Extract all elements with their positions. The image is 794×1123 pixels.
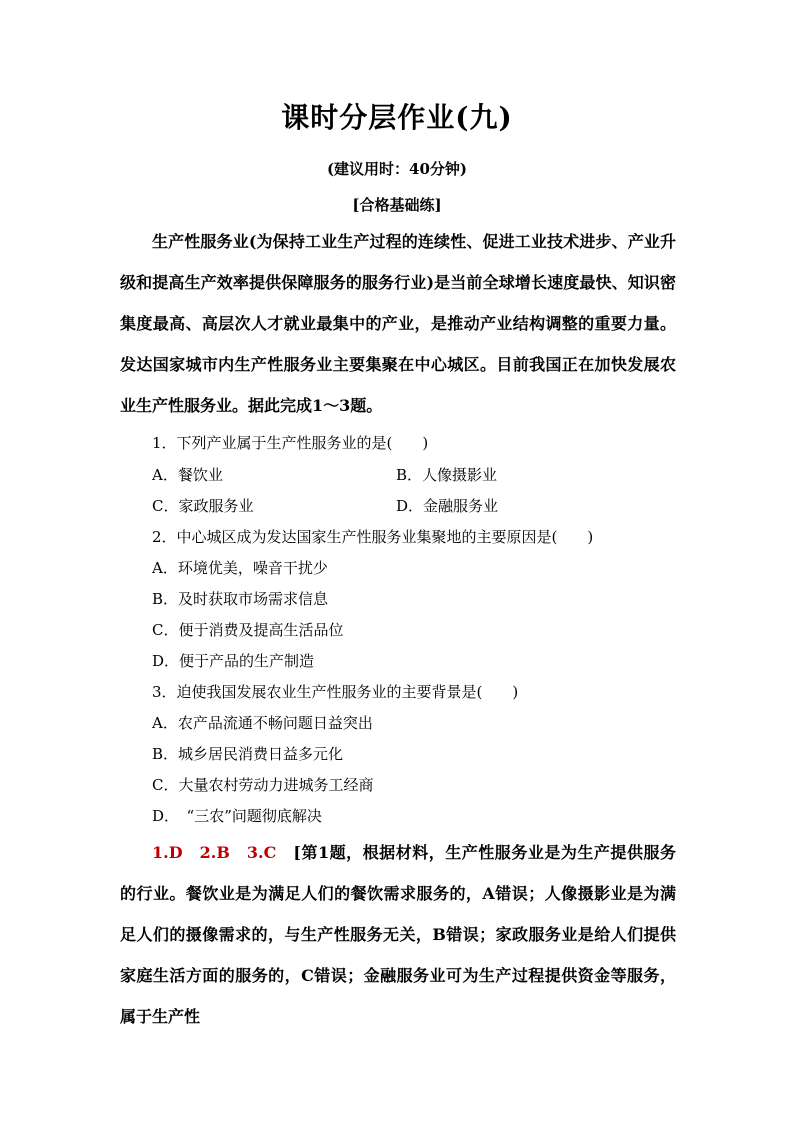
question-2-option-a: A．环境优美，噪音干扰少 <box>152 559 328 577</box>
intro-paragraph: 生产性服务业(为保持工业生产过程的连续性、促进工业技术进步、产业升级和提高生产效率提供保障服务的服务行业)是当前全球增长速度最快、知识密集度最高、高层次人才就业最集中的产业，是推动产业结构调整的重要力量。发达国家城市内生产性服务业主要集聚在中心城区。目前我国正在加快发展农业生产性服务业。据此完成1～3题。 <box>120 232 676 415</box>
question-1-option-a: A．餐饮业 <box>152 466 223 484</box>
question-1-option-c: C．家政服务业 <box>152 497 254 515</box>
question-3-option-c: C．大量农村劳动力进城务工经商 <box>152 776 374 794</box>
answer-paragraph <box>120 832 676 1037</box>
question-2-option-b: B．及时获取市场需求信息 <box>152 590 329 608</box>
question-2-option-d: D．便于产品的生产制造 <box>152 652 315 670</box>
question-1-stem: 1．下列产业属于生产性服务业的是( ) <box>152 434 429 452</box>
answer-key: 1.D 2.B 3.C <box>152 843 277 862</box>
question-2-option-c: C．便于消费及提高生活品位 <box>152 621 344 639</box>
section-label: [合格基础练] <box>352 196 442 214</box>
question-3-option-a: A．农产品流通不畅问题日益突出 <box>152 714 373 732</box>
question-3-option-d: D． “三农”问题彻底解决 <box>152 807 322 825</box>
question-2-stem: 2．中心城区成为发达国家生产性服务业集聚地的主要原因是( ) <box>152 528 594 546</box>
time-note: (建议用时：40分钟) <box>326 160 468 178</box>
question-1-option-b: B．人像摄影业 <box>396 466 498 484</box>
question-1-option-d: D．金融服务业 <box>396 497 499 515</box>
answer-explanation: [第1题，根据材料，生产性服务业是为生产提供服务的行业。餐饮业是为满足人们的餐饮需求服务的，A错误；人像摄影业是为满足人们的摄像需求的，与生产性服务无关，B错误；家政服务业是给人们提供家庭生活方面的服务的，C错误；金融服务业可为生产过程提供资金等服务，属于生产性 <box>120 843 676 1026</box>
page-title: 课时分层作业(九) <box>281 101 513 134</box>
question-3-stem: 3．迫使我国发展农业生产性服务业的主要背景是( ) <box>152 683 519 701</box>
question-3-option-b: B．城乡居民消费日益多元化 <box>152 745 344 763</box>
